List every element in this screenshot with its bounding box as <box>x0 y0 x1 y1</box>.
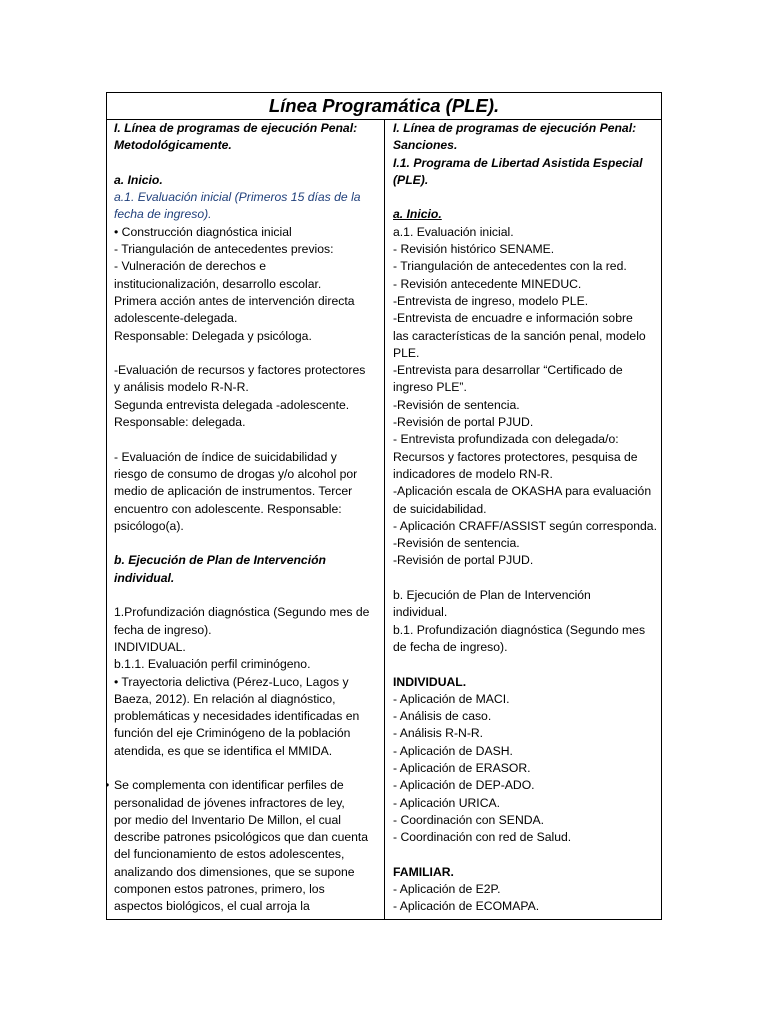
right-column-line: (PLE). <box>393 172 429 187</box>
right-column-line: -Revisión de portal PJUD. <box>393 415 534 430</box>
right-column-ple-sanctions <box>385 120 661 920</box>
left-column-line <box>114 155 378 172</box>
right-column-line: - Aplicación de ECOMAPA. <box>393 899 540 914</box>
right-column-line: a. Inicio. <box>393 207 442 222</box>
right-column-line: -Entrevista para desarrollar “Certificado de <box>393 363 623 378</box>
left-column-line: individual. <box>114 570 175 585</box>
right-column-line: - Análisis de caso. <box>393 709 492 724</box>
right-column-line: - Coordinación con red de Salud. <box>393 830 572 845</box>
right-column-line <box>393 189 655 206</box>
left-column-line: medio de aplicación de instrumentos. Tercer <box>114 484 353 499</box>
left-column-line: fecha de ingreso). <box>114 207 212 222</box>
left-column-line <box>114 587 378 604</box>
right-column-line: - Aplicación de DEP-ADO. <box>393 778 535 793</box>
left-column-line: - Evaluación de índice de suicidabilidad y <box>114 449 337 464</box>
right-column-line: - Aplicación de E2P. <box>393 882 501 897</box>
right-column-line: -Revisión de sentencia. <box>393 536 520 551</box>
right-column-line: -Entrevista de encuadre e información sobre <box>393 311 633 326</box>
right-column-line: b. Ejecución de Plan de Intervención <box>393 588 591 603</box>
right-column-line: a.1. Evaluación inicial. <box>393 224 514 239</box>
left-column-line: aspectos biológicos, el cual arroja la <box>114 899 310 914</box>
left-column-penal-methodology <box>107 120 385 920</box>
right-column-line: -Entrevista de ingreso, modelo PLE. <box>393 293 589 308</box>
left-column-line: componen estos patrones, primero, los <box>114 882 325 897</box>
left-column-line: por medio del Inventario De Millon, el cual <box>114 812 341 827</box>
right-column-line: de suicidabilidad. <box>393 501 487 516</box>
right-column-line: - Análisis R-N-R. <box>393 726 484 741</box>
right-column-line: I. Línea de programas de ejecución Penal: <box>393 121 637 135</box>
left-column-line: adolescente-delegada. <box>114 311 238 326</box>
right-column-line: individual. <box>393 605 448 620</box>
left-column-line: - Vulneración de derechos e <box>114 259 266 274</box>
left-column-line: encuentro con adolescente. Responsable: <box>114 501 342 516</box>
left-column-line: Responsable: delegada. <box>114 415 246 430</box>
right-column-line: -Revisión de sentencia. <box>393 397 520 412</box>
right-column-line: INDIVIDUAL. <box>393 674 467 689</box>
left-column-line: Responsable: Delegada y psicóloga. <box>114 328 312 343</box>
right-column-line: Recursos y factores protectores, pesquisa de <box>393 449 638 464</box>
left-column-line: b. Ejecución de Plan de Intervención <box>114 553 326 568</box>
left-column-line: • Trayectoria delictiva (Pérez-Luco, Lagos y <box>114 674 349 689</box>
right-column-line: - Entrevista profundizada con delegada/o: <box>393 432 619 447</box>
left-column-line: función del eje Criminógeno de la población <box>114 726 351 741</box>
right-column-line: indicadores de modelo RN-R. <box>393 466 553 481</box>
left-column-line: - Triangulación de antecedentes previos: <box>114 242 334 257</box>
left-column-line: psicólogo(a). <box>114 518 184 533</box>
left-column-line: INDIVIDUAL. <box>114 639 186 654</box>
program-table <box>106 92 662 920</box>
right-column-line: I.1. Programa de Libertad Asistida Especial <box>393 155 643 170</box>
left-column-line: institucionalización, desarrollo escolar. <box>114 276 322 291</box>
left-column-line: Metodológicamente. <box>114 138 232 153</box>
right-column-line: - Aplicación de DASH. <box>393 743 513 758</box>
left-column-line: Primera acción antes de intervención directa <box>114 293 355 308</box>
left-column-line: Baeza, 2012). En relación al diagnóstico, <box>114 691 336 706</box>
left-column-line: riesgo de consumo de drogas y/o alcohol por <box>114 466 358 481</box>
right-column-line: ingreso PLE”. <box>393 380 467 395</box>
left-column-line: del funcionamiento de estos adolescentes, <box>114 847 345 862</box>
right-column-line: -Aplicación escala de OKASHA para evaluación <box>393 484 652 499</box>
left-column-line: describe patrones psicológicos que dan cuenta <box>114 830 369 845</box>
right-column-line <box>393 570 655 587</box>
right-column-line: PLE. <box>393 345 420 360</box>
left-column-line: a.1. Evaluación inicial (Primeros 15 días de la <box>114 190 361 205</box>
right-column-line: - Triangulación de antecedentes con la red. <box>393 259 627 274</box>
right-column-line: b.1. Profundización diagnóstica (Segundo mes <box>393 622 646 637</box>
right-column-line: - Aplicación URICA. <box>393 795 501 810</box>
left-column-line: atendida, es que se identifica el MMIDA. <box>114 743 333 758</box>
right-column-line: - Coordinación con SENDA. <box>393 812 545 827</box>
right-column-line: Sanciones. <box>393 138 458 153</box>
right-column-line: -Revisión de portal PJUD. <box>393 553 534 568</box>
right-column-line: de fecha de ingreso). <box>393 639 508 654</box>
left-column-line: • Construcción diagnóstica inicial <box>114 224 292 239</box>
right-column-line: las características de la sanción penal, modelo <box>393 328 646 343</box>
right-column-line: FAMILIAR. <box>393 864 454 879</box>
left-column-line: 1.Profundización diagnóstica (Segundo mes de <box>114 605 370 620</box>
left-column-line: y análisis modelo R-N-R. <box>114 380 249 395</box>
right-column-line <box>393 846 655 863</box>
left-column-line: I. Línea de programas de ejecución Penal: <box>114 121 358 135</box>
left-column-line: • Se complementa con identificar perfiles de <box>114 777 378 794</box>
right-column-line <box>393 656 655 673</box>
left-column-line: fecha de ingreso). <box>114 622 212 637</box>
left-column-line: problemáticas y necesidades identificadas en <box>114 709 360 724</box>
left-column-line <box>114 345 378 362</box>
left-column-line: a. Inicio. <box>114 172 163 187</box>
right-column-line: - Aplicación de MACI. <box>393 691 510 706</box>
left-column-line: Segunda entrevista delegada -adolescente. <box>114 397 350 412</box>
right-column-line: - Revisión histórico SENAME. <box>393 242 555 257</box>
left-column-line <box>114 760 378 777</box>
right-column-line: - Aplicación CRAFF/ASSIST según corresponda. <box>393 518 657 533</box>
left-column-line: b.1.1. Evaluación perfil criminógeno. <box>114 657 311 672</box>
left-column-line <box>114 535 378 552</box>
left-column-line: personalidad de jóvenes infractores de ley, <box>114 795 345 810</box>
left-column-line <box>114 431 378 448</box>
left-column-line: -Evaluación de recursos y factores protectores <box>114 363 366 378</box>
table-columns <box>107 120 661 920</box>
table-title: Línea Programática (PLE). <box>107 93 661 120</box>
right-column-line: - Revisión antecedente MINEDUC. <box>393 276 582 291</box>
right-column-line: - Aplicación de ERASOR. <box>393 760 531 775</box>
left-column-line: analizando dos dimensiones, que se supone <box>114 864 355 879</box>
